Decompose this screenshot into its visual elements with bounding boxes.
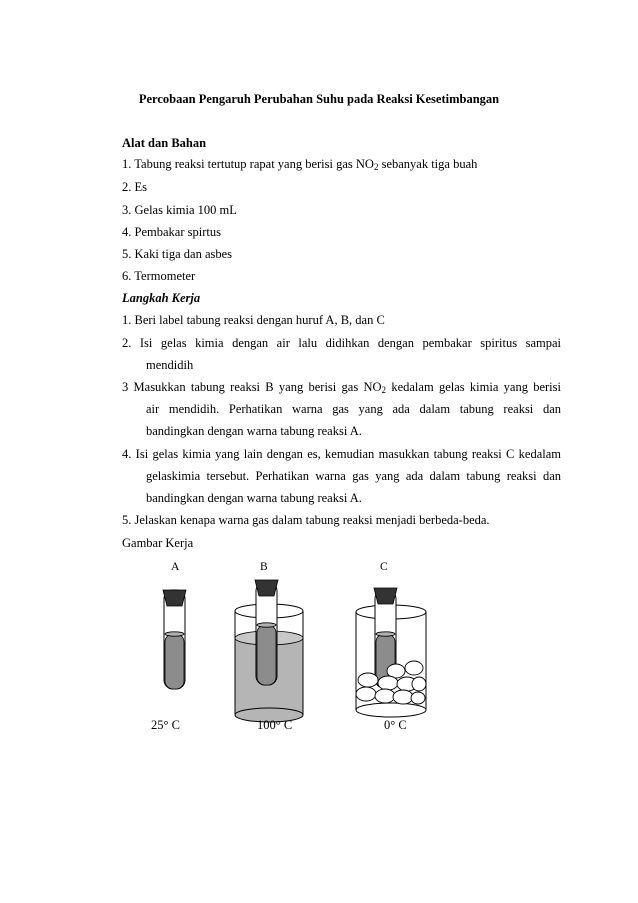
alat-heading: Alat dan Bahan xyxy=(122,136,207,150)
alat-item-3: 3. Gelas kimia 100 mL xyxy=(122,203,237,217)
label-c: C xyxy=(380,561,388,573)
langkah-step-4-line-2: gelaskimia tersebut. Perhatikan warna gas yang ada dalam tabung reaksi dan xyxy=(146,469,561,483)
page-title: Percobaan Pengaruh Perubahan Suhu pada Reaksi Kesetimbangan xyxy=(138,92,500,106)
gambar-heading: Gambar Kerja xyxy=(122,536,194,550)
langkah-step-3-line-2: air mendidih. Perhatikan warna gas yang ada dalam tabung reaksi dan xyxy=(146,402,561,416)
langkah-step-1: 1. Beri label tabung reaksi dengan huruf A, B, dan C xyxy=(122,313,385,327)
ice-cubes xyxy=(356,661,426,704)
langkah-step-2-line-1: 2. Isi gelas kimia dengan air lalu didihkan dengan pembakar spiritus sampai xyxy=(122,336,561,350)
langkah-step-3-line-3: bandingkan dengan warna tabung reaksi A. xyxy=(146,424,362,438)
alat-item-6: 6. Termometer xyxy=(122,269,196,283)
alat-item-5: 5. Kaki tiga dan asbes xyxy=(122,247,233,261)
temp-c: 0° C xyxy=(384,718,407,732)
label-a: A xyxy=(171,561,180,573)
label-b: B xyxy=(260,561,268,573)
langkah-step-3-line-1: 3 Masukkan tabung reaksi B yang berisi gas $NO_2$ kedalam gelas kimia yang berisi xyxy=(122,380,561,395)
langkah-heading: Langkah Kerja xyxy=(122,291,201,305)
alat-item-4: 4. Pembakar spirtus xyxy=(122,225,221,239)
langkah-step-4-line-1: 4. Isi gelas kimia yang lain dengan es, kemudian masukkan tabung reaksi C kedalam xyxy=(122,447,561,461)
beaker-b xyxy=(235,580,303,722)
tube-a xyxy=(163,590,186,689)
temp-a: 25° C xyxy=(151,718,180,732)
langkah-step-5: 5. Jelaskan kenapa warna gas dalam tabung reaksi menjadi berbeda-beda. xyxy=(122,513,490,527)
stopper-c xyxy=(374,588,397,604)
langkah-step-2-line-2: mendidih xyxy=(146,358,194,372)
stopper-a xyxy=(163,590,186,606)
stopper-b xyxy=(255,580,278,596)
alat-item-1: 1. Tabung reaksi tertutup rapat yang berisi gas $NO_2$ sebanyak tiga buah xyxy=(122,157,478,172)
temp-b: 100° C xyxy=(257,718,293,732)
beaker-c xyxy=(356,588,426,717)
langkah-step-4-line-3: bandingkan dengan warna tabung reaksi A. xyxy=(146,491,362,505)
alat-item-2: 2. Es xyxy=(122,180,147,194)
